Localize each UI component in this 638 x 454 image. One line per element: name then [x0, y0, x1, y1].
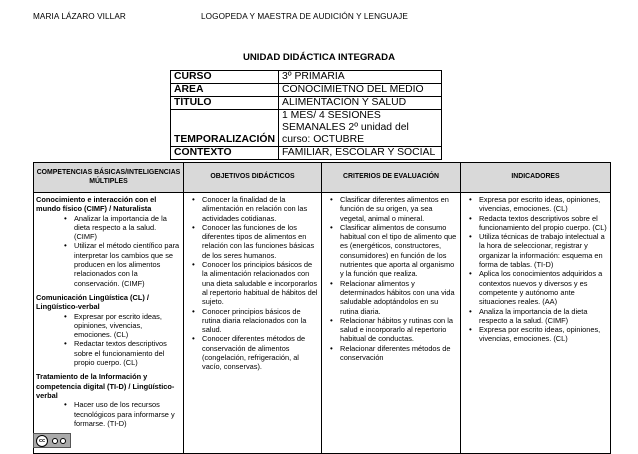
list-item: • Expresar por escrito ideas, opiniones, vivencias, emociones. (CL) — [64, 312, 181, 340]
info-table — [170, 70, 442, 160]
list-item: • Aplica los conocimientos adquiridos a contextos nuevos y diversos y es competente y autónomo ante situaciones reales. (AA) — [469, 269, 608, 306]
info-label: CONTEXTO — [171, 147, 279, 160]
document-title: UNIDAD DIDÁCTICA INTEGRADA — [242, 52, 396, 63]
header-criterios: CRITERIOS DE EVALUACIÓN — [322, 163, 461, 193]
list-item: • Utiliza técnicas de trabajo intelectual a la hora de seleccionar, registrar y organizar la información: esquema en forma de tablas. (TI-D) — [469, 232, 608, 269]
list-item: • Conocer principios básicos de rutina diaria relacionados con la salud. — [192, 307, 319, 335]
info-label: TEMPORALIZACIÓN — [171, 110, 279, 147]
list-item: • Conocer la finalidad de la alimentación en relación con las actividades cotidianas. — [192, 195, 319, 223]
competencia-list — [36, 312, 181, 368]
competencia-title: Tratamiento de la Información y competencia digital (TI-D) / Lingüístico-verbal — [36, 372, 175, 400]
page-header — [33, 12, 603, 24]
info-label: CURSO — [171, 71, 279, 84]
list-item: • Conocer los principios básicos de la alimentación relacionados con una dieta saludable e incorporarlos al repertorio habitual de hábitos del sujeto. — [192, 260, 319, 306]
list-item: • Conocer diferentes métodos de conservación de alimentos (congelación, refrigeración, al vacío, conservas). — [192, 334, 319, 371]
list-item: • Relacionar diferentes métodos de conservación — [330, 344, 458, 363]
cc-icon: cc — [36, 435, 48, 447]
info-value: CONOCIMIETNO DEL MEDIO — [279, 84, 442, 97]
creative-commons-badge — [33, 433, 71, 448]
header-indicadores: INDICADORES — [461, 163, 611, 193]
list-item: • Utilizar el método científico para interpretar los cambios que se producen en los alimentos relacionados con la conservación. (CIMF) — [64, 241, 181, 287]
info-row — [171, 84, 442, 97]
list-item: • Conocer las funciones de los diferentes tipos de alimentos en relación con las funciones básicas de los seres humanos. — [192, 223, 319, 260]
list-item: • Clasificar alimentos de consumo habitual con el tipo de alimento que es (energéticos, constructores, consumidores) en función de los nutrientes que aporta al organismo y la función que realiza. — [330, 223, 458, 279]
by-icon — [52, 438, 58, 444]
sa-icon — [60, 438, 66, 444]
info-row — [171, 97, 442, 110]
info-row — [171, 71, 442, 84]
info-value: FAMILIAR, ESCOLAR Y SOCIAL — [279, 147, 442, 160]
list-item: • Redacta textos descriptivos sobre el funcionamiento del propio cuerpo. (CL) — [469, 214, 608, 233]
list-item: • Expresa por escrito ideas, opiniones, vivencias, emociones. (CL) — [469, 325, 608, 344]
competencia-list — [36, 214, 181, 288]
list-item: • Analizar la importancia de la dieta respecto a la salud. (CIMF) — [64, 214, 181, 242]
competencia-title: Comunicación Lingüística (CL) / Lingüístico-verbal — [36, 292, 149, 312]
info-label: ÁREA — [171, 84, 279, 97]
header-objetivos: OBJETIVOS DIDÁCTICOS — [184, 163, 322, 193]
info-value: 3º PRIMARIA — [279, 71, 442, 84]
criterios-cell — [322, 193, 461, 454]
list-item: • Clasificar diferentes alimentos en función de su origen, ya sea vegetal, animal o mineral. — [330, 195, 458, 223]
info-row — [171, 147, 442, 160]
info-value: 1 MES/ 4 SESIONES SEMANALES 2º unidad del curso: OCTUBRE — [279, 110, 442, 147]
list-item: • Redactar textos descriptivos sobre el funcionamiento del propio cuerpo. (CL) — [64, 339, 181, 367]
competencia-list — [36, 400, 181, 428]
header-competencias: COMPETENCIAS BÁSICAS/INTELIGENCIAS MÚLTIPLES — [34, 163, 184, 193]
competencia-title: Conocimiento e interacción con el mundo físico (CIMF) / Naturalista — [36, 195, 157, 214]
indicadores-cell — [461, 193, 611, 454]
list-item: • Analiza la importancia de la dieta respecto a la salud. (CIMF) — [469, 307, 608, 326]
info-label: TÍTULO — [171, 97, 279, 110]
objetivos-cell — [184, 193, 322, 454]
header-author: MARIA LÁZARO VILLAR — [33, 12, 126, 21]
info-value: ALIMENTACIÓN Y SALUD — [279, 97, 442, 110]
info-row — [171, 110, 442, 147]
list-item: • Relacionar hábitos y rutinas con la salud e incorporarlo al repertorio habitual de conductas. — [330, 316, 458, 344]
list-item: • Expresa por escrito ideas, opiniones, vivencias, emociones. (CL) — [469, 195, 608, 214]
competencias-cell — [34, 193, 184, 454]
list-item: • Relacionar alimentos y determinados hábitos con una vida saludable adoptándolos en su rutina diaria. — [330, 279, 458, 316]
header-role: LOGOPEDA Y MAESTRA DE AUDICIÓN Y LENGUAJE — [201, 12, 408, 21]
list-item: • Hacer uso de los recursos tecnológicos para informarse y formarse. (TI-D) — [64, 400, 181, 428]
unit-table — [33, 162, 611, 454]
